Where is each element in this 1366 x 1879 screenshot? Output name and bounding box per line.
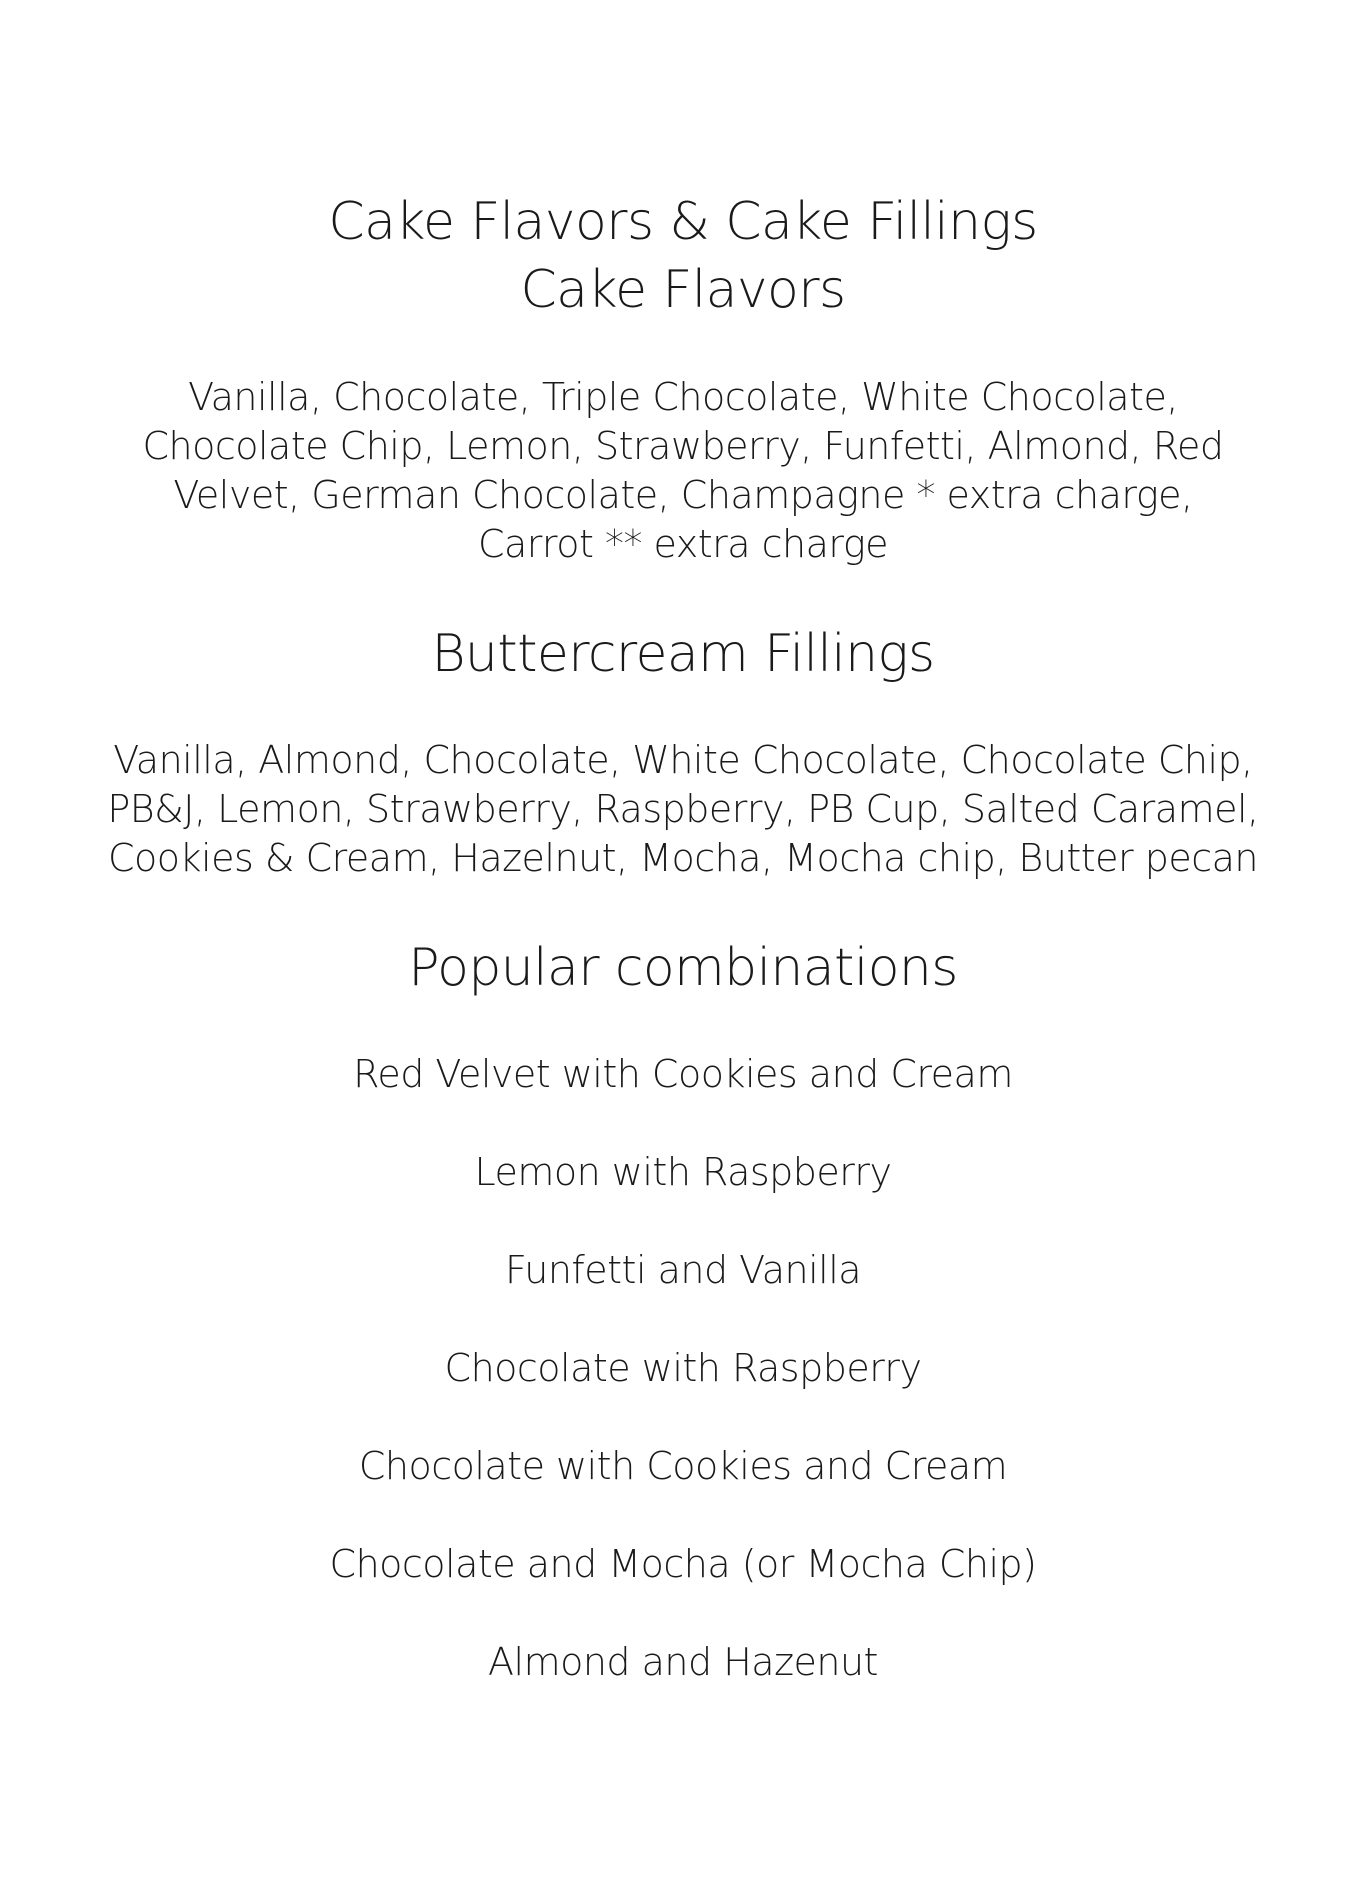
- combination-item: Chocolate with Cookies and Cream: [358, 1444, 1008, 1488]
- combination-item: Chocolate with Raspberry: [444, 1346, 922, 1390]
- combination-item: Almond and Hazenut: [488, 1640, 878, 1684]
- buttercream-line: PB&J, Lemon, Strawberry, Raspberry, PB Cup, Salted Caramel,: [107, 787, 1259, 831]
- cake-flavors-line: Chocolate Chip, Lemon, Strawberry, Funfetti, Almond, Red: [142, 424, 1224, 468]
- combination-item: Red Velvet with Cookies and Cream: [353, 1052, 1013, 1096]
- cake-flavors-heading: Cake Flavors: [520, 260, 846, 320]
- combination-item: Chocolate and Mocha (or Mocha Chip): [329, 1542, 1037, 1586]
- cake-flavors-line: Carrot ** extra charge: [477, 522, 889, 566]
- cake-flavors-line: Velvet, German Chocolate, Champagne * extra charge,: [173, 473, 1193, 517]
- buttercream-line: Cookies & Cream, Hazelnut, Mocha, Mocha chip, Butter pecan: [108, 836, 1258, 880]
- combination-item: Funfetti and Vanilla: [504, 1248, 862, 1292]
- cake-flavors-line: Vanilla, Chocolate, Triple Chocolate, White Chocolate,: [188, 375, 1178, 419]
- buttercream-heading: Buttercream Fillings: [431, 624, 935, 684]
- combination-item: Lemon with Raspberry: [474, 1150, 892, 1194]
- page-title: Cake Flavors & Cake Fillings: [328, 192, 1038, 252]
- popular-heading: Popular combinations: [408, 938, 958, 998]
- buttercream-line: Vanilla, Almond, Chocolate, White Chocolate, Chocolate Chip,: [113, 738, 1253, 782]
